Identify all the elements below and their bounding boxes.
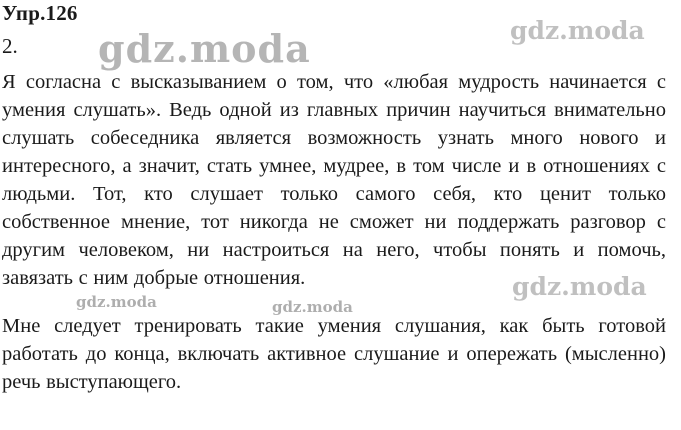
watermark-mid-right: gdz.moda <box>512 272 647 301</box>
watermark-large: gdz.moda <box>98 26 311 71</box>
exercise-heading: Упр.126 <box>2 1 78 25</box>
answer-paragraph-2: Мне следует тренировать такие умения слушания, как быть готовой работать до конца, включать активное слушание и опережать (мысленно) речь выступающего. <box>2 315 666 393</box>
watermark-top-right: gdz.moda <box>510 16 645 45</box>
watermark-small-left: gdz.moda <box>76 293 157 311</box>
item-number: 2. <box>2 34 18 58</box>
watermark-small-mid: gdz.moda <box>272 298 353 316</box>
answer-paragraph-1: Я согласна с высказыванием о том, что «любая мудрость начинается с умения слушать». Ведь одной из главных причин научиться внимательно слушать собеседника является возможность узнать много нового и интересного, а значит, стать умнее, мудрее, в том числе и в отношениях с людьми. Тот, кто слушает только самого себя, кто ценит только собственное мнение, тот никогда не сможет ни поддержать разговор с другим человеком, ни настроиться на него, чтобы понять и помочь, завязать с ним добрые отношения. <box>2 71 666 289</box>
